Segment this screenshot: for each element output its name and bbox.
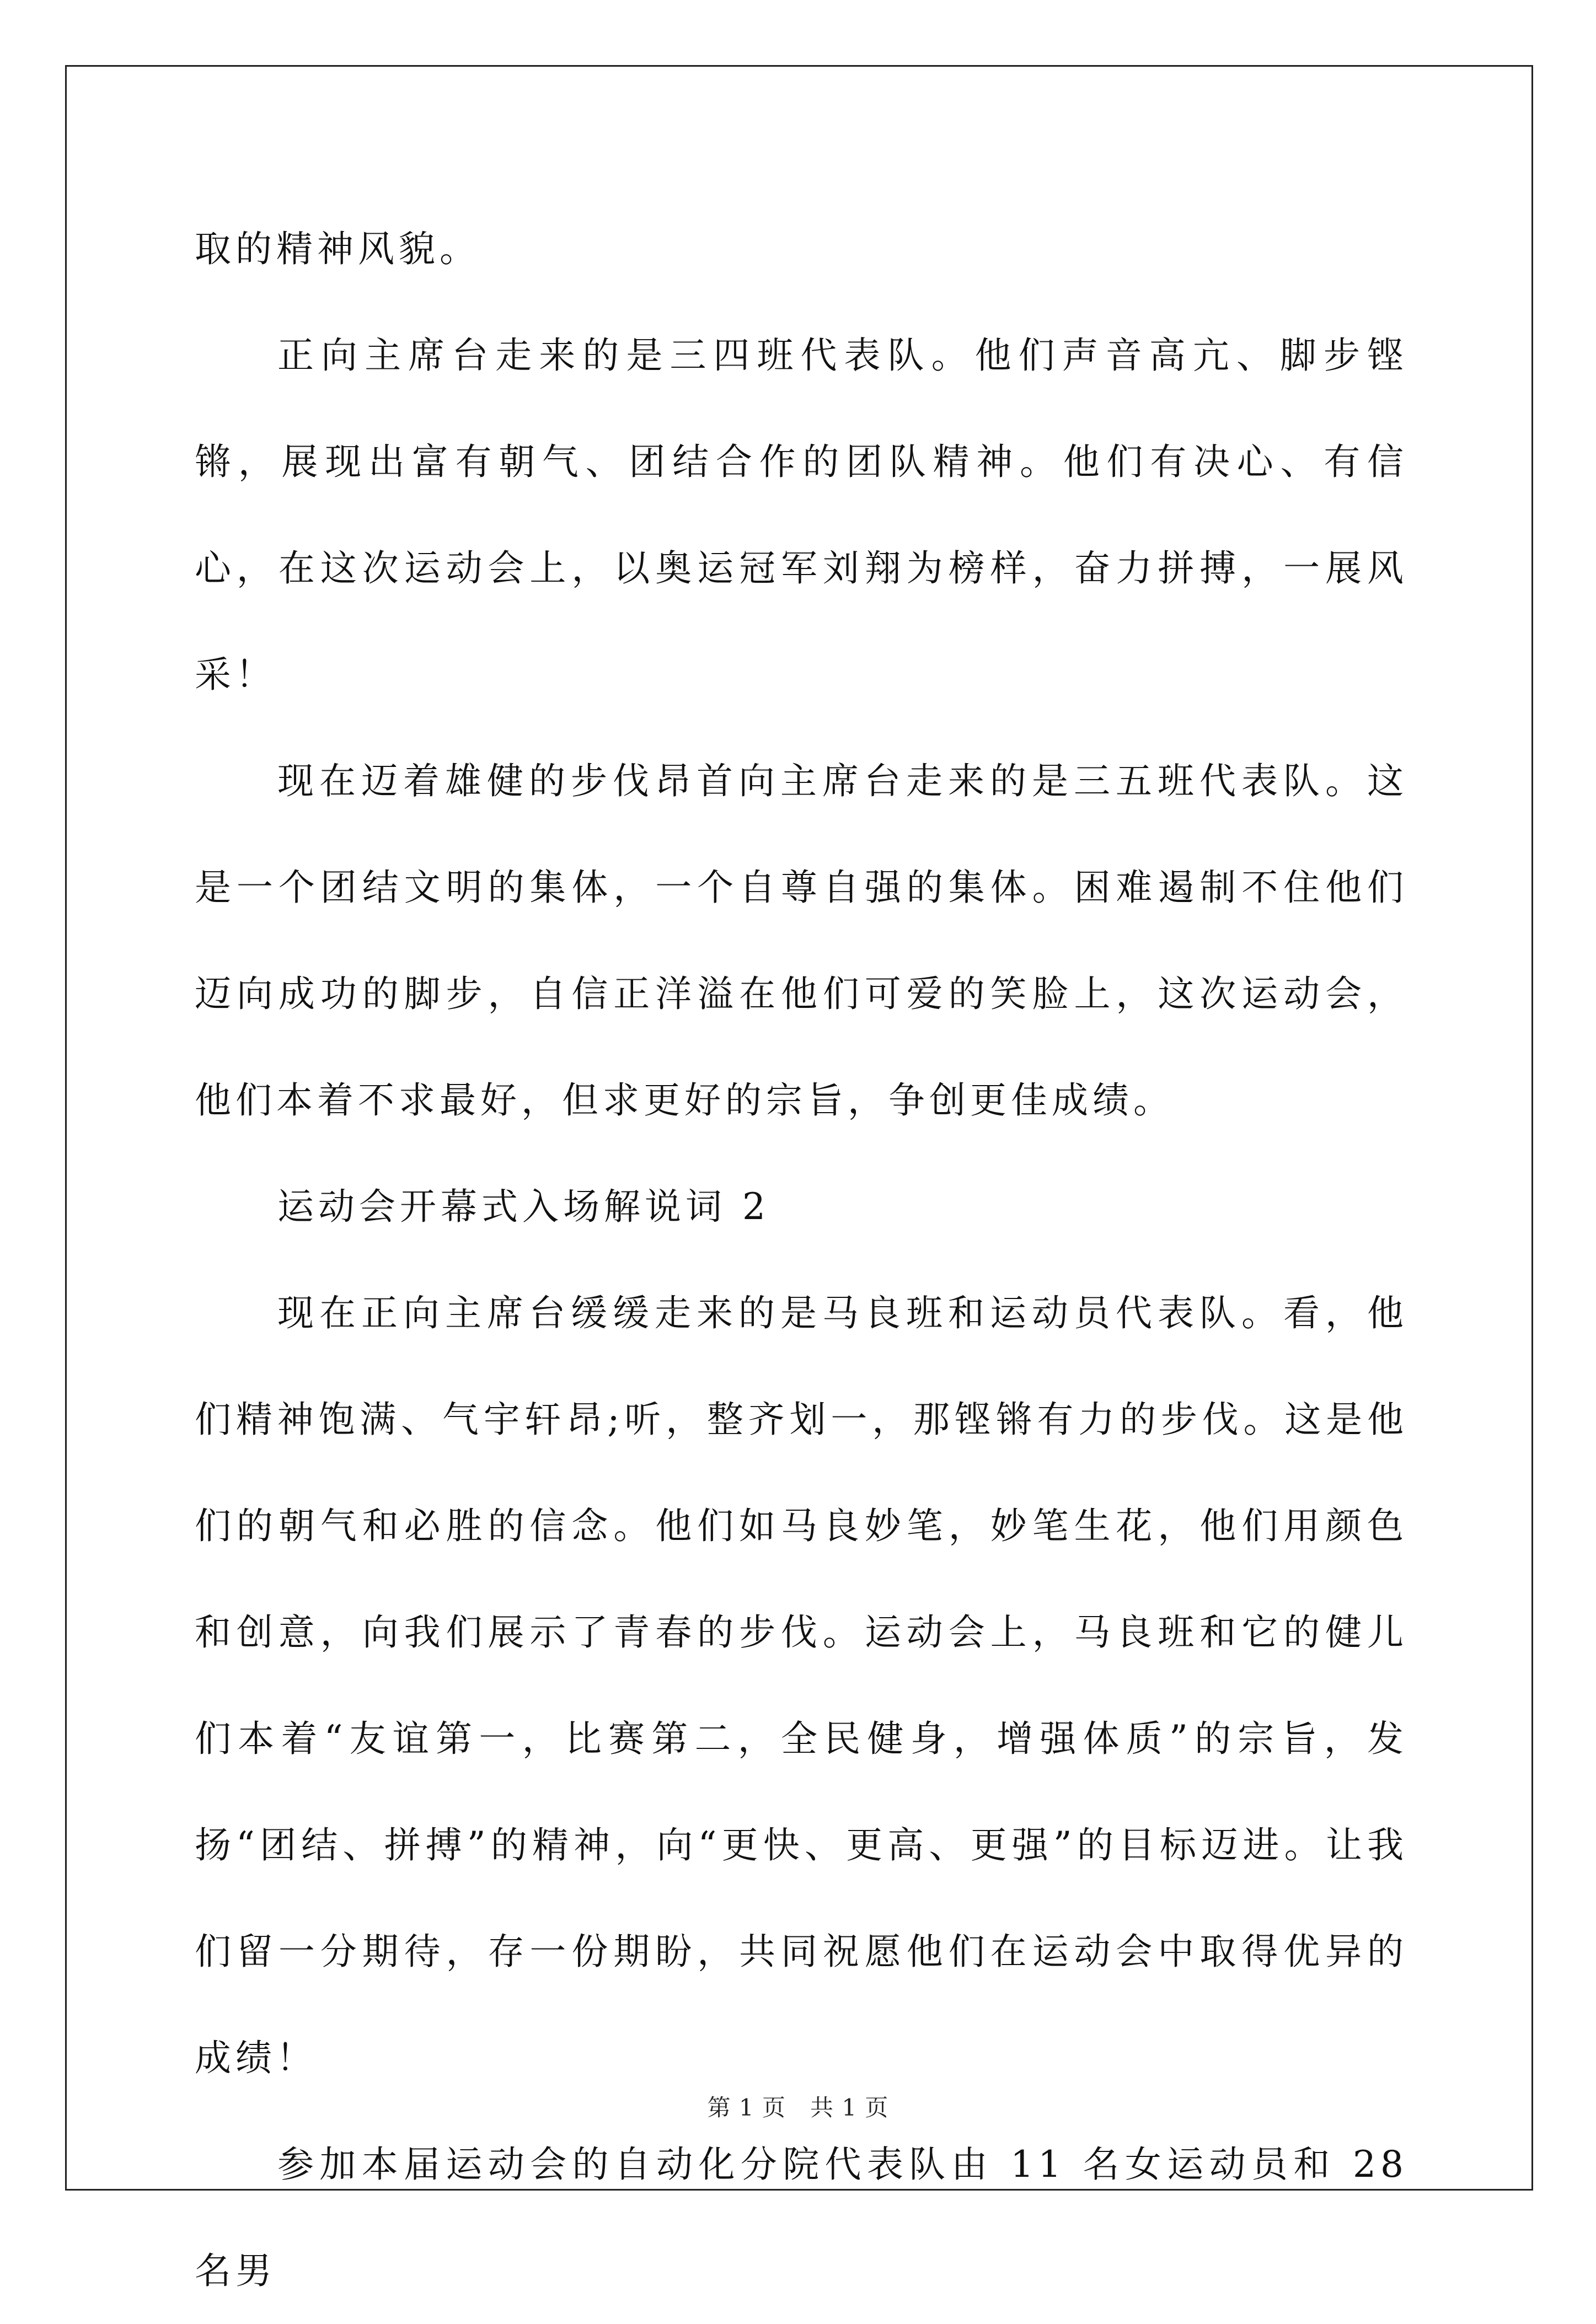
paragraph-1: 取的精神风貌。: [195, 228, 480, 270]
section-heading: 运动会开幕式入场解说词 2: [277, 1185, 770, 1228]
page-total: 共 1 页: [810, 2094, 889, 2121]
document-body: [195, 196, 1408, 2324]
paragraph-2: 正向主席台走来的是三四班代表队。他们声音高亢、脚步铿锵，展现出富有朝气、团结合作的团队精神。他们有决心、有信心，在这次运动会上，以奥运冠军刘翔为榜样，奋力拼搏，一展风采！: [195, 334, 1408, 696]
paragraph-5: 参加本届运动会的自动化分院代表队由 11 名女运动员和 28 名男: [195, 2143, 1408, 2292]
page-footer: [0, 2092, 1596, 2123]
page-number: 第 1 页: [707, 2094, 786, 2121]
paragraph-3: 现在迈着雄健的步伐昂首向主席台走来的是三五班代表队。这是一个团结文明的集体，一个自尊自强的集体。困难遏制不住他们迈向成功的脚步，自信正洋溢在他们可爱的笑脸上，这次运动会，他们本着不求最好，但求更好的宗旨，争创更佳成绩。: [195, 760, 1408, 1121]
paragraph-4: 现在正向主席台缓缓走来的是马良班和运动员代表队。看，他们精神饱满、气宇轩昂;听，整齐划一，那铿锵有力的步伐。这是他们的朝气和必胜的信念。他们如马良妙笔，妙笔生花，他们用颜色和创意，向我们展示了青春的步伐。运动会上，马良班和它的健儿们本着“友谊第一，比赛第二，全民健身，增强体质”的宗旨，发扬“团结、拼搏”的精神，向“更快、更高、更强”的目标迈进。让我们留一分期待，存一份期盼，共同祝愿他们在运动会中取得优异的成绩！: [195, 1292, 1408, 2079]
